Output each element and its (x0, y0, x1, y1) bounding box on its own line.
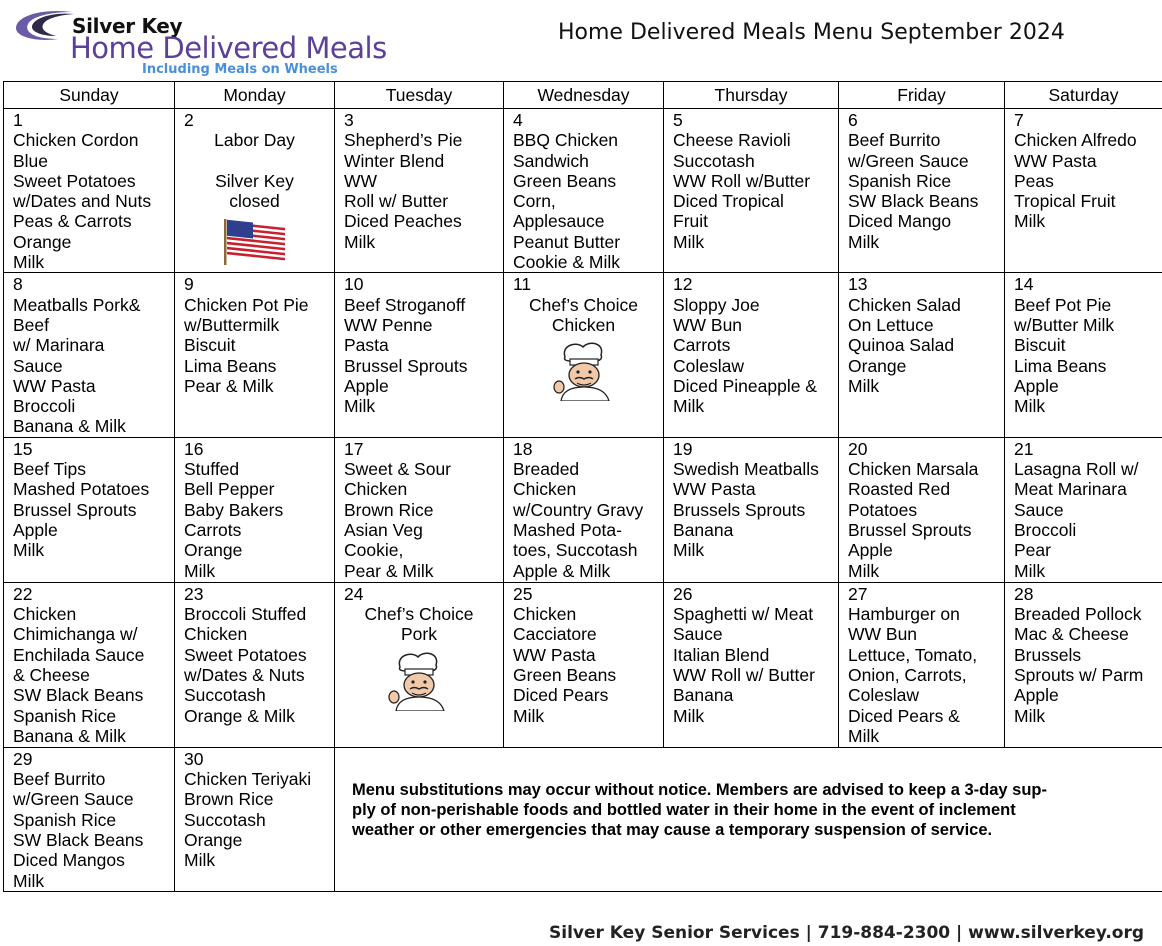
week-row (4, 437, 1162, 582)
menu-item: WW Pasta (13, 375, 96, 396)
menu-item: Lasagna Roll w/ (1014, 459, 1139, 480)
day-number: 16 (184, 438, 204, 459)
day-cell (504, 273, 664, 437)
day-cell (175, 437, 335, 582)
menu-calendar (3, 81, 1162, 892)
menu-item: Cheese Ravioli (673, 130, 791, 151)
menu-item: w/Country Gravy (513, 499, 644, 520)
menu-item: Milk (673, 231, 705, 252)
day-number: 8 (13, 274, 23, 295)
day-cell (175, 747, 335, 891)
notice-line: ply of non-perishable foods and bottled water in their home in the event of inclement (352, 800, 1016, 819)
menu-item: w/Dates & Nuts (184, 664, 305, 685)
menu-item: Broccoli Stuffed (184, 604, 307, 625)
day-number: 21 (1014, 438, 1034, 459)
day-number: 19 (673, 438, 693, 459)
day-cell (4, 109, 175, 273)
menu-item: Diced Pears (513, 685, 609, 706)
menu-item: Milk (673, 396, 705, 417)
menu-item: Beef Tips (13, 459, 86, 480)
menu-item: Sprouts w/ Parm (1014, 664, 1144, 685)
menu-item: SW Black Beans (848, 191, 979, 212)
day-number: 10 (344, 274, 364, 295)
logo-brand-sub: Including Meals on Wheels (142, 62, 338, 77)
menu-item: Milk (13, 540, 45, 561)
menu-item: Chicken Pot Pie (184, 294, 309, 315)
menu-item: WW Pasta (513, 644, 596, 665)
menu-item: Brussel Sprouts (13, 499, 137, 520)
menu-item: Apple (13, 519, 58, 540)
menu-item: Applesauce (513, 211, 605, 232)
day-number: 29 (13, 748, 33, 769)
menu-item: Milk (344, 231, 376, 252)
menu-item: Chicken (344, 479, 408, 500)
menu-item: Enchilada Sauce (13, 644, 145, 665)
menu-item: Corn, (513, 191, 556, 212)
menu-item: Chicken (184, 624, 248, 645)
menu-item: Brussels Sprouts (673, 499, 806, 520)
menu-item: Chicken Cordon (13, 130, 139, 151)
american-flag-icon (220, 215, 290, 265)
day-cell (335, 437, 504, 582)
menu-item: closed (229, 190, 280, 211)
menu-item: Roll w/ Butter (344, 191, 449, 212)
menu-item: Spaghetti w/ Meat (673, 604, 814, 625)
day-cell (839, 273, 1005, 437)
menu-item: Pasta (344, 335, 389, 356)
menu-item: Carrots (184, 519, 242, 540)
notice-line: weather or other emergencies that may cause a temporary suspension of service. (352, 820, 993, 839)
menu-item: Milk (848, 375, 880, 396)
menu-item: Quinoa Salad (848, 335, 955, 356)
day-number: 9 (184, 274, 194, 295)
menu-item: Winter Blend (344, 150, 445, 171)
day-cell (839, 437, 1005, 582)
menu-item: w/Dates and Nuts (13, 191, 152, 212)
menu-item: Beef Stroganoff (344, 294, 466, 315)
menu-item: Banana (673, 519, 734, 540)
day-number: 25 (513, 583, 533, 604)
day-cell (4, 437, 175, 582)
week-row (4, 273, 1162, 437)
menu-item: Silver Key (215, 170, 294, 191)
menu-item: Pork (401, 624, 437, 645)
day-cell (504, 109, 664, 273)
day-cell (4, 273, 175, 437)
day-number: 14 (1014, 274, 1034, 295)
menu-item: Labor Day (214, 130, 295, 151)
day-number: 1 (13, 110, 23, 130)
day-number: 6 (848, 110, 858, 130)
menu-item: Diced Pineapple & (673, 375, 817, 396)
menu-item: Banana & Milk (13, 416, 126, 437)
menu-item: Milk (848, 725, 880, 746)
day-cell (175, 109, 335, 273)
menu-item: Green Beans (513, 664, 617, 685)
weekday-header: Saturday (1005, 82, 1162, 109)
menu-item: Lima Beans (184, 355, 277, 376)
menu-item: Chicken (13, 604, 77, 625)
week-row (4, 582, 1162, 747)
day-cell (1005, 437, 1162, 582)
menu-item: Orange & Milk (184, 705, 295, 726)
menu-item: Milk (848, 560, 880, 581)
day-cell (4, 747, 175, 891)
menu-item: Milk (1014, 396, 1046, 417)
menu-item: Chicken Marsala (848, 459, 979, 480)
menu-item: Cookie, (344, 540, 404, 561)
menu-item: Orange (184, 829, 243, 850)
menu-item: Apple & Milk (513, 560, 611, 581)
menu-item: Chef’s Choice (529, 294, 638, 315)
menu-item: Milk (513, 705, 545, 726)
menu-item: Chimichanga w/ (13, 624, 138, 645)
weekday-header: Sunday (4, 82, 175, 109)
day-number: 15 (13, 438, 33, 459)
menu-item: Brussel Sprouts (344, 355, 468, 376)
menu-item: Asian Veg (344, 519, 423, 540)
menu-item: Blue (13, 150, 49, 171)
menu-item: Sweet Potatoes (184, 644, 307, 665)
menu-item: Carrots (673, 335, 731, 356)
menu-item: Brussels (1014, 644, 1082, 665)
menu-item: Diced Mangos (13, 850, 125, 871)
menu-item: Chicken Alfredo (1014, 130, 1137, 151)
menu-item: BBQ Chicken (513, 130, 619, 151)
menu-item: Peas & Carrots (13, 211, 132, 232)
menu-item: Chicken Salad (848, 294, 961, 315)
menu-item: Cookie & Milk (513, 252, 620, 273)
menu-item: WW Bun (673, 314, 743, 335)
menu-item: Milk (1014, 705, 1046, 726)
menu-item: Coleslaw (848, 685, 919, 706)
menu-item: Orange (184, 540, 243, 561)
menu-item: Pear & Milk (344, 560, 434, 581)
menu-item: Banana & Milk (13, 725, 126, 746)
menu-item: Chef’s Choice (364, 604, 474, 625)
day-cell (664, 273, 839, 437)
weekday-header: Friday (839, 82, 1005, 109)
menu-item: w/Buttermilk (184, 314, 280, 335)
menu-item: Onion, Carrots, (848, 664, 967, 685)
menu-item: toes, Succotash (513, 540, 638, 561)
menu-item: Sweet & Sour (344, 459, 451, 480)
menu-item: Mashed Pota- (513, 519, 622, 540)
notice-cell (335, 747, 1162, 891)
menu-item: Pear & Milk (184, 375, 274, 396)
menu-item: Orange (848, 355, 907, 376)
day-number: 22 (13, 583, 33, 604)
menu-item: Apple (344, 375, 389, 396)
menu-item: Baby Bakers (184, 499, 284, 520)
menu-item: Milk (673, 705, 705, 726)
day-number: 28 (1014, 583, 1034, 604)
menu-item: Beef Pot Pie (1014, 294, 1112, 315)
menu-item: SW Black Beans (13, 829, 144, 850)
menu-item: Breaded Pollock (1014, 604, 1142, 625)
day-number: 5 (673, 110, 683, 130)
menu-item: Peanut Butter (513, 231, 621, 252)
menu-item: Italian Blend (673, 644, 770, 665)
day-number: 17 (344, 438, 364, 459)
menu-notice (335, 748, 1162, 840)
footer-contact: Silver Key Senior Services | 719-884-2300 | www.silverkey.org (549, 923, 1145, 943)
menu-item: Breaded (513, 459, 580, 480)
day-cell (1005, 582, 1162, 747)
menu-item: Tropical Fruit (1014, 191, 1116, 212)
day-number: 20 (848, 438, 868, 459)
menu-item: Milk (13, 252, 45, 273)
menu-item: Spanish Rice (13, 705, 117, 726)
menu-item: Milk (13, 870, 45, 891)
day-number: 24 (344, 583, 364, 604)
menu-item: Coleslaw (673, 355, 744, 376)
menu-item: Beef Burrito (13, 769, 106, 790)
menu-item: Milk (1014, 211, 1046, 232)
menu-item: Broccoli (13, 396, 76, 417)
menu-item: Milk (344, 396, 376, 417)
page-title: Home Delivered Meals Menu September 2024 (558, 20, 1065, 45)
day-cell (4, 582, 175, 747)
menu-item: Milk (184, 850, 216, 871)
notice-line: Menu substitutions may occur without notice. Members are advised to keep a 3-day sup- (352, 780, 1047, 799)
menu-item: Succotash (673, 150, 755, 171)
day-cell (175, 273, 335, 437)
menu-item: Meatballs Pork& (13, 294, 141, 315)
day-number: 18 (513, 438, 533, 459)
menu-item: w/Green Sauce (848, 150, 969, 171)
weekday-header: Monday (175, 82, 335, 109)
day-number: 27 (848, 583, 868, 604)
day-cell (1005, 273, 1162, 437)
day-number: 3 (344, 110, 354, 130)
menu-item: Mac & Cheese (1014, 624, 1129, 645)
day-number: 12 (673, 274, 693, 295)
menu-item: Meat Marinara (1014, 479, 1127, 500)
menu-item: w/Butter Milk (1014, 314, 1115, 335)
menu-item: Fruit (673, 211, 708, 232)
day-cell (839, 109, 1005, 273)
menu-item: Apple (848, 540, 893, 561)
menu-item: Succotash (184, 685, 266, 706)
menu-item: WW Penne (344, 314, 433, 335)
weekday-header: Thursday (664, 82, 839, 109)
menu-item: Brown Rice (184, 789, 274, 810)
menu-item: Diced Peaches (344, 211, 462, 232)
menu-item: & Cheese (13, 664, 90, 685)
menu-item: WW (344, 170, 378, 191)
day-number: 26 (673, 583, 693, 604)
menu-item: Hamburger on (848, 604, 960, 625)
menu-item: WW Pasta (1014, 150, 1097, 171)
menu-item: Orange (13, 231, 72, 252)
weekday-header-row (4, 82, 1162, 109)
menu-item: Sauce (13, 355, 63, 376)
day-cell (1005, 109, 1162, 273)
menu-item: Cacciatore (513, 624, 597, 645)
menu-item: w/ Marinara (13, 335, 105, 356)
spacer (175, 151, 334, 171)
week-row (4, 109, 1162, 273)
menu-item: WW Bun (848, 624, 918, 645)
day-cell (335, 109, 504, 273)
menu-item: Green Beans (513, 170, 617, 191)
menu-item: Biscuit (184, 335, 236, 356)
menu-item: Brown Rice (344, 499, 434, 520)
menu-item: Lettuce, Tomato, (848, 644, 978, 665)
day-cell (664, 109, 839, 273)
day-number: 23 (184, 583, 204, 604)
menu-item: Beef (13, 314, 49, 335)
day-cell (504, 582, 664, 747)
menu-item: Diced Pears & (848, 705, 960, 726)
menu-item: Spanish Rice (13, 809, 117, 830)
menu-item: Pear (1014, 540, 1051, 561)
day-cell (664, 437, 839, 582)
day-cell (335, 582, 504, 747)
logo-brand-main: Home Delivered Meals (70, 31, 387, 65)
menu-item: Chicken (513, 604, 577, 625)
day-cell (175, 582, 335, 747)
day-number: 30 (184, 748, 204, 769)
menu-item: Roasted Red (848, 479, 951, 500)
menu-item: Lima Beans (1014, 355, 1107, 376)
menu-item: Bell Pepper (184, 479, 275, 500)
week-row (4, 747, 1162, 891)
menu-item: Milk (848, 231, 880, 252)
menu-item: Chicken (551, 314, 616, 335)
menu-item: Broccoli (1014, 519, 1077, 540)
day-number: 7 (1014, 110, 1024, 130)
menu-item: Sandwich (513, 150, 589, 171)
silver-key-logo (12, 6, 412, 80)
menu-item: Spanish Rice (848, 170, 952, 191)
day-cell (335, 273, 504, 437)
menu-item: Peas (1014, 170, 1054, 191)
menu-item: Chicken (513, 479, 577, 500)
menu-item: Mashed Potatoes (13, 479, 150, 500)
menu-item: WW Pasta (673, 479, 756, 500)
day-number: 2 (184, 110, 194, 130)
menu-item: w/Green Sauce (13, 789, 134, 810)
menu-item: Diced Tropical (673, 191, 784, 212)
weekday-header: Tuesday (335, 82, 504, 109)
weekday-header: Wednesday (504, 82, 664, 109)
menu-item: Milk (673, 540, 705, 561)
menu-item: Chicken Teriyaki (184, 769, 312, 790)
menu-item: Biscuit (1014, 335, 1066, 356)
logo-brand-top: Silver Key (72, 14, 183, 38)
day-number: 11 (513, 274, 532, 295)
chef-icon (543, 339, 625, 401)
day-cell (664, 582, 839, 747)
menu-item: WW Roll w/Butter (673, 170, 811, 191)
menu-item: Milk (184, 560, 216, 581)
menu-item: Potatoes (848, 499, 918, 520)
menu-item: Swedish Meatballs (673, 459, 819, 480)
menu-item: Milk (1014, 560, 1046, 581)
menu-item: Succotash (184, 809, 266, 830)
menu-item: WW Roll w/ Butter (673, 664, 815, 685)
menu-item: Sauce (1014, 499, 1064, 520)
menu-item: Banana (673, 685, 734, 706)
day-number: 4 (513, 110, 523, 130)
menu-item: Brussel Sprouts (848, 519, 972, 540)
menu-item: On Lettuce (848, 314, 934, 335)
day-number: 13 (848, 274, 868, 295)
menu-item: Apple (1014, 375, 1059, 396)
menu-item: Sauce (673, 624, 723, 645)
chef-icon (378, 649, 460, 711)
menu-item: Stuffed (184, 459, 240, 480)
menu-item: Shepherd’s Pie (344, 130, 463, 151)
day-cell (839, 582, 1005, 747)
menu-item: Diced Mango (848, 211, 952, 232)
menu-item: Sweet Potatoes (13, 170, 136, 191)
menu-item: Apple (1014, 685, 1059, 706)
menu-item: Sloppy Joe (673, 294, 760, 315)
menu-item: SW Black Beans (13, 685, 144, 706)
day-cell (504, 437, 664, 582)
menu-item: Beef Burrito (848, 130, 941, 151)
